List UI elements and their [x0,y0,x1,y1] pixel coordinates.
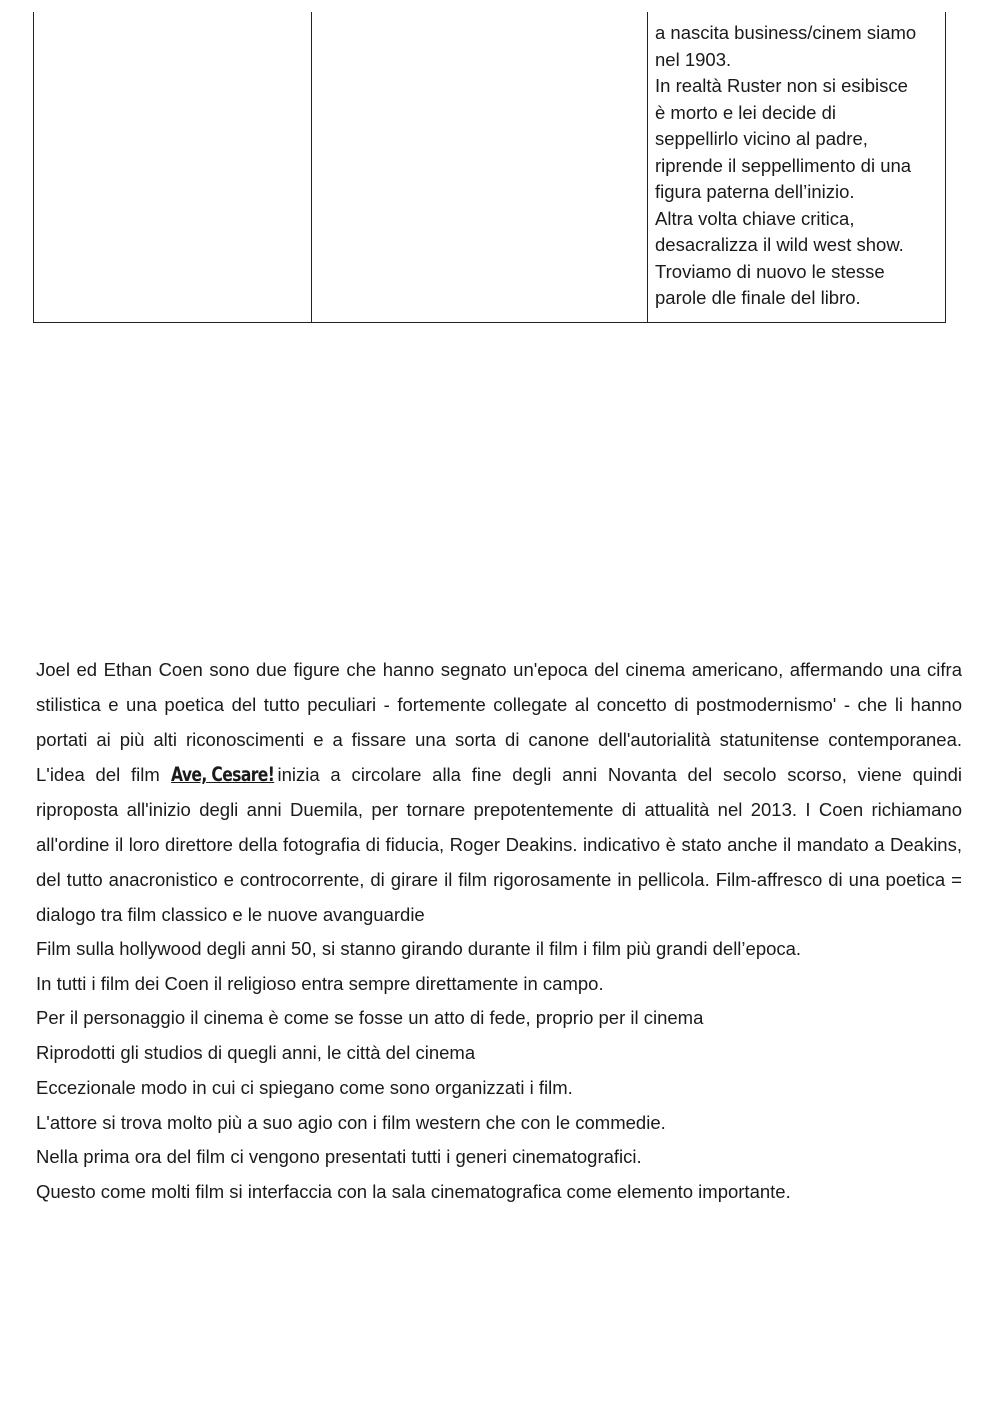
note-line: Nella prima ora del film ci vengono presentati tutti i generi cinematografici. [36,1146,642,1168]
table-cell-line: parole dle finale del libro. [655,287,861,308]
table-cell-line: Troviamo di nuovo le stesse [655,260,885,282]
intro-text-end: inizia a circolare alla fine degli anni Novanta del secolo scorso, viene quindi riproposta all'inizio degli anni Duemila, per tornare prepotentemente di attualità nel 2013. I Coen richiamano all'ordine il loro direttore della fotografia di fiducia, Roger Deakins. indicativo è stato anche il mandato a Deakins, del tutto anacronistico e controcorrente, di girare il film rigorosamente in pellicola. Film-affresco di una poetica = dialogo tra film classico e le nuove avanguardie [36,764,962,925]
table-cell-line: seppellirlo vicino al padre, [655,128,868,149]
note-line: Film sulla hollywood degli anni 50, si stanno girando durante il film i film più grandi dell’epoca. [36,938,802,959]
notes-table-fragment [33,12,946,323]
table-cell-notes [655,20,945,312]
note-line: Eccezionale modo in cui ci spiegano come sono organizzati i film. [36,1076,573,1098]
notes-list [36,932,962,1210]
table-cell-line: riprende il seppellimento di una [655,154,912,176]
table-cell-line: Altra volta chiave critica, [655,207,855,229]
note-line: In tutti i film dei Coen il religioso entra sempre direttamente in campo. [36,972,604,994]
table-cell-line: è morto e lei decide di [655,101,836,123]
note-line: Questo come molti film si interfaccia con la sala cinematografica come elemento importante. [36,1180,791,1202]
document-body [36,652,962,1210]
table-cell-line: nel 1903. [655,48,732,70]
table-cell-line: figura paterna dell’inizio. [655,181,855,202]
note-line: Per il personaggio il cinema è come se fosse un atto di fede, proprio per il cinema [36,1007,704,1029]
table-column-divider [647,12,648,322]
table-cell-line: a nascita business/cinem siamo [655,22,917,43]
note-line: Riprodotti gli studios di quegli anni, le città del cinema [36,1042,476,1064]
table-cell-line: desacralizza il wild west show. [655,234,904,255]
intro-text-start: Joel ed Ethan Coen sono due figure che hanno segnato un'epoca del cinema americano, affermando una cifra stilistica e una poetica del tutto peculiari - fortemente collegate al concetto di postmodernismo' - che li hanno portati ai più alti riconoscimenti e a fissare una sorta di canone dell'autorialità statunitense contemporanea. L'idea del film [36,659,962,785]
table-column-divider [311,12,312,322]
film-title-link[interactable]: Ave, Cesare! [170,763,274,786]
table-cell-line: In realtà Ruster non si esibisce [655,75,908,96]
note-line: L'attore si trova molto più a suo agio con i film western che con le commedie. [36,1111,666,1133]
intro-paragraph [36,652,962,932]
